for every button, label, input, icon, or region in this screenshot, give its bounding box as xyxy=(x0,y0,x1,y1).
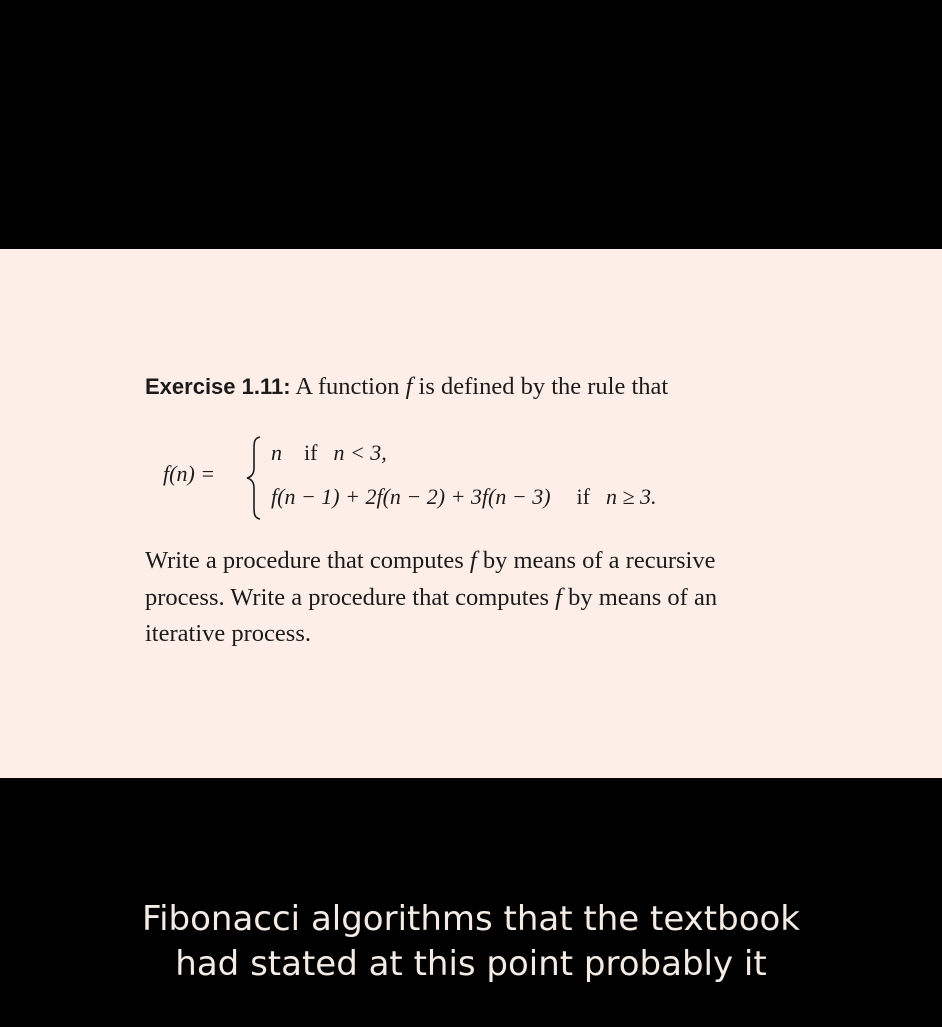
formula-case-2 xyxy=(271,484,657,510)
case2-value: f(n − 1) + 2f(n − 2) + 3f(n − 3) xyxy=(271,484,551,509)
body-line-1-b: by means of a recursive xyxy=(476,547,716,574)
caption-line-2: had stated at this point probably it xyxy=(175,944,767,984)
body-line-2-a: process. Write a procedure that computes xyxy=(145,583,556,611)
formula-case-1 xyxy=(271,440,387,466)
intro-text-2: is defined by the rule that xyxy=(412,373,669,400)
body-line-2 xyxy=(145,580,825,617)
function-symbol: f xyxy=(405,373,413,400)
intro-text-1: A function xyxy=(290,373,406,400)
case2-if: if xyxy=(576,484,590,509)
case1-if: if xyxy=(304,440,318,465)
textbook-page xyxy=(0,249,942,778)
body-line-2-b: by means of an xyxy=(561,583,718,611)
exercise-body xyxy=(145,543,825,653)
case1-value: n xyxy=(271,440,282,465)
case1-condition: n < 3, xyxy=(333,440,387,465)
body-line-1 xyxy=(145,543,825,580)
body-line-1-f: f xyxy=(469,547,477,574)
exercise-label: Exercise 1.11: xyxy=(145,374,291,399)
body-line-3: iterative process. xyxy=(145,620,311,647)
case2-condition: n ≥ 3. xyxy=(605,484,657,509)
left-brace xyxy=(245,435,263,521)
caption-line-1: Fibonacci algorithms that the textbook xyxy=(142,899,800,939)
body-line-2-f: f xyxy=(555,583,562,611)
exercise-intro xyxy=(145,373,668,401)
formula-lhs: f(n) = xyxy=(163,461,216,486)
subtitle-caption xyxy=(0,897,942,987)
body-line-1-a: Write a procedure that computes xyxy=(145,547,470,574)
piecewise-formula xyxy=(163,435,803,525)
